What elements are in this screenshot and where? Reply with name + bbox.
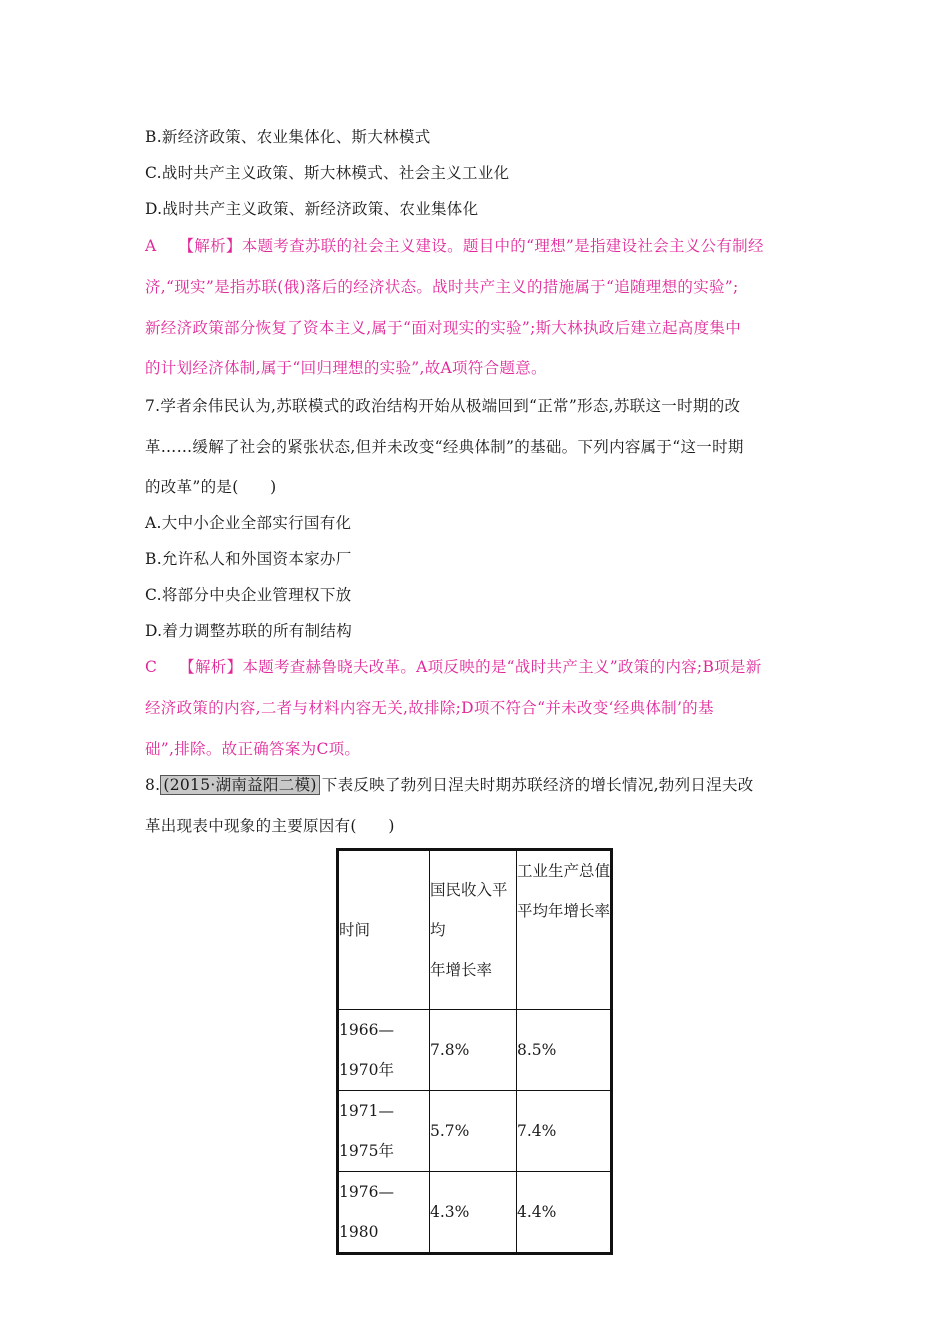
answer-6-line4: 的计划经济体制,属于“回归理想的实验”,故A项符合题意。: [145, 359, 547, 377]
answer-6-line3: 新经济政策部分恢复了资本主义,属于“面对现实的实验”;斯大林执政后建立起高度集中: [145, 319, 741, 337]
table-row: [338, 1010, 612, 1091]
question-7-line1: 7.学者余伟民认为,苏联模式的政治结构开始从极端回到“正常”形态,苏联这一时期的改: [145, 397, 741, 415]
analysis-label: 【解析】: [178, 237, 242, 255]
answer-7-line2: 经济政策的内容,二者与材料内容无关,故排除;D项不符合“并未改变‘经典体制’的基: [145, 699, 714, 717]
option-c: C.战时共产主义政策、斯大林模式、社会主义工业化: [145, 164, 510, 182]
question-8-line2: 革出现表中现象的主要原因有( ): [145, 817, 395, 835]
cell-income: 7.8%: [430, 1010, 517, 1091]
answer-letter: C: [145, 658, 158, 676]
table-header-row: [338, 850, 612, 1010]
option-d: D.战时共产主义政策、新经济政策、农业集体化: [145, 200, 479, 218]
cell-period: 1971—1975年: [338, 1091, 430, 1172]
question-7-line2: 革……缓解了社会的紧张状态,但并未改变“经典体制”的基础。下列内容属于“这一时期: [145, 438, 744, 456]
answer-6-line1: [145, 236, 764, 256]
answer-letter: A: [145, 237, 157, 255]
cell-period: 1976—1980: [338, 1172, 430, 1254]
cell-period: 1966—1970年: [338, 1010, 430, 1091]
cell-income: 5.7%: [430, 1091, 517, 1172]
option-b: B.允许私人和外国资本家办厂: [145, 550, 352, 568]
question-text: 下表反映了勃列日涅夫时期苏联经济的增长情况,勃列日涅夫改: [321, 776, 754, 794]
answer-7-line1: [145, 657, 762, 677]
table-row: [338, 1172, 612, 1254]
table-row: [338, 1091, 612, 1172]
analysis-label: 【解析】: [179, 658, 243, 676]
option-d: D.着力调整苏联的所有制结构: [145, 622, 353, 640]
source-tag: (2015·湖南益阳二模): [160, 775, 319, 795]
question-number: 8.: [145, 776, 161, 794]
option-c: C.将部分中央企业管理权下放: [145, 586, 352, 604]
analysis-text: 本题考查苏联的社会主义建设。题目中的“理想”是指建设社会主义公有制经: [241, 237, 764, 255]
question-8-line1: [145, 775, 754, 795]
header-income: 国民收入平均 年增长率: [430, 850, 517, 1010]
cell-industry: 8.5%: [517, 1010, 612, 1091]
option-b: B.新经济政策、农业集体化、斯大林模式: [145, 128, 431, 146]
analysis-text: 本题考查赫鲁晓夫改革。A项反映的是“战时共产主义”政策的内容;B项是新: [242, 658, 762, 676]
header-time: 时间: [338, 850, 430, 1010]
option-a: A.大中小企业全部实行国有化: [145, 514, 352, 532]
cell-industry: 4.4%: [517, 1172, 612, 1254]
header-industry: 工业生产总值 平均年增长率: [517, 850, 612, 1010]
cell-income: 4.3%: [430, 1172, 517, 1254]
answer-6-line2: 济,“现实”是指苏联(俄)落后的经济状态。战时共产主义的措施属于“追随理想的实验”;: [145, 278, 739, 296]
question-7-line3: 的改革”的是( ): [145, 478, 277, 496]
cell-industry: 7.4%: [517, 1091, 612, 1172]
answer-7-line3: 础”,排除。故正确答案为C项。: [145, 740, 361, 758]
growth-table: [336, 848, 613, 1255]
